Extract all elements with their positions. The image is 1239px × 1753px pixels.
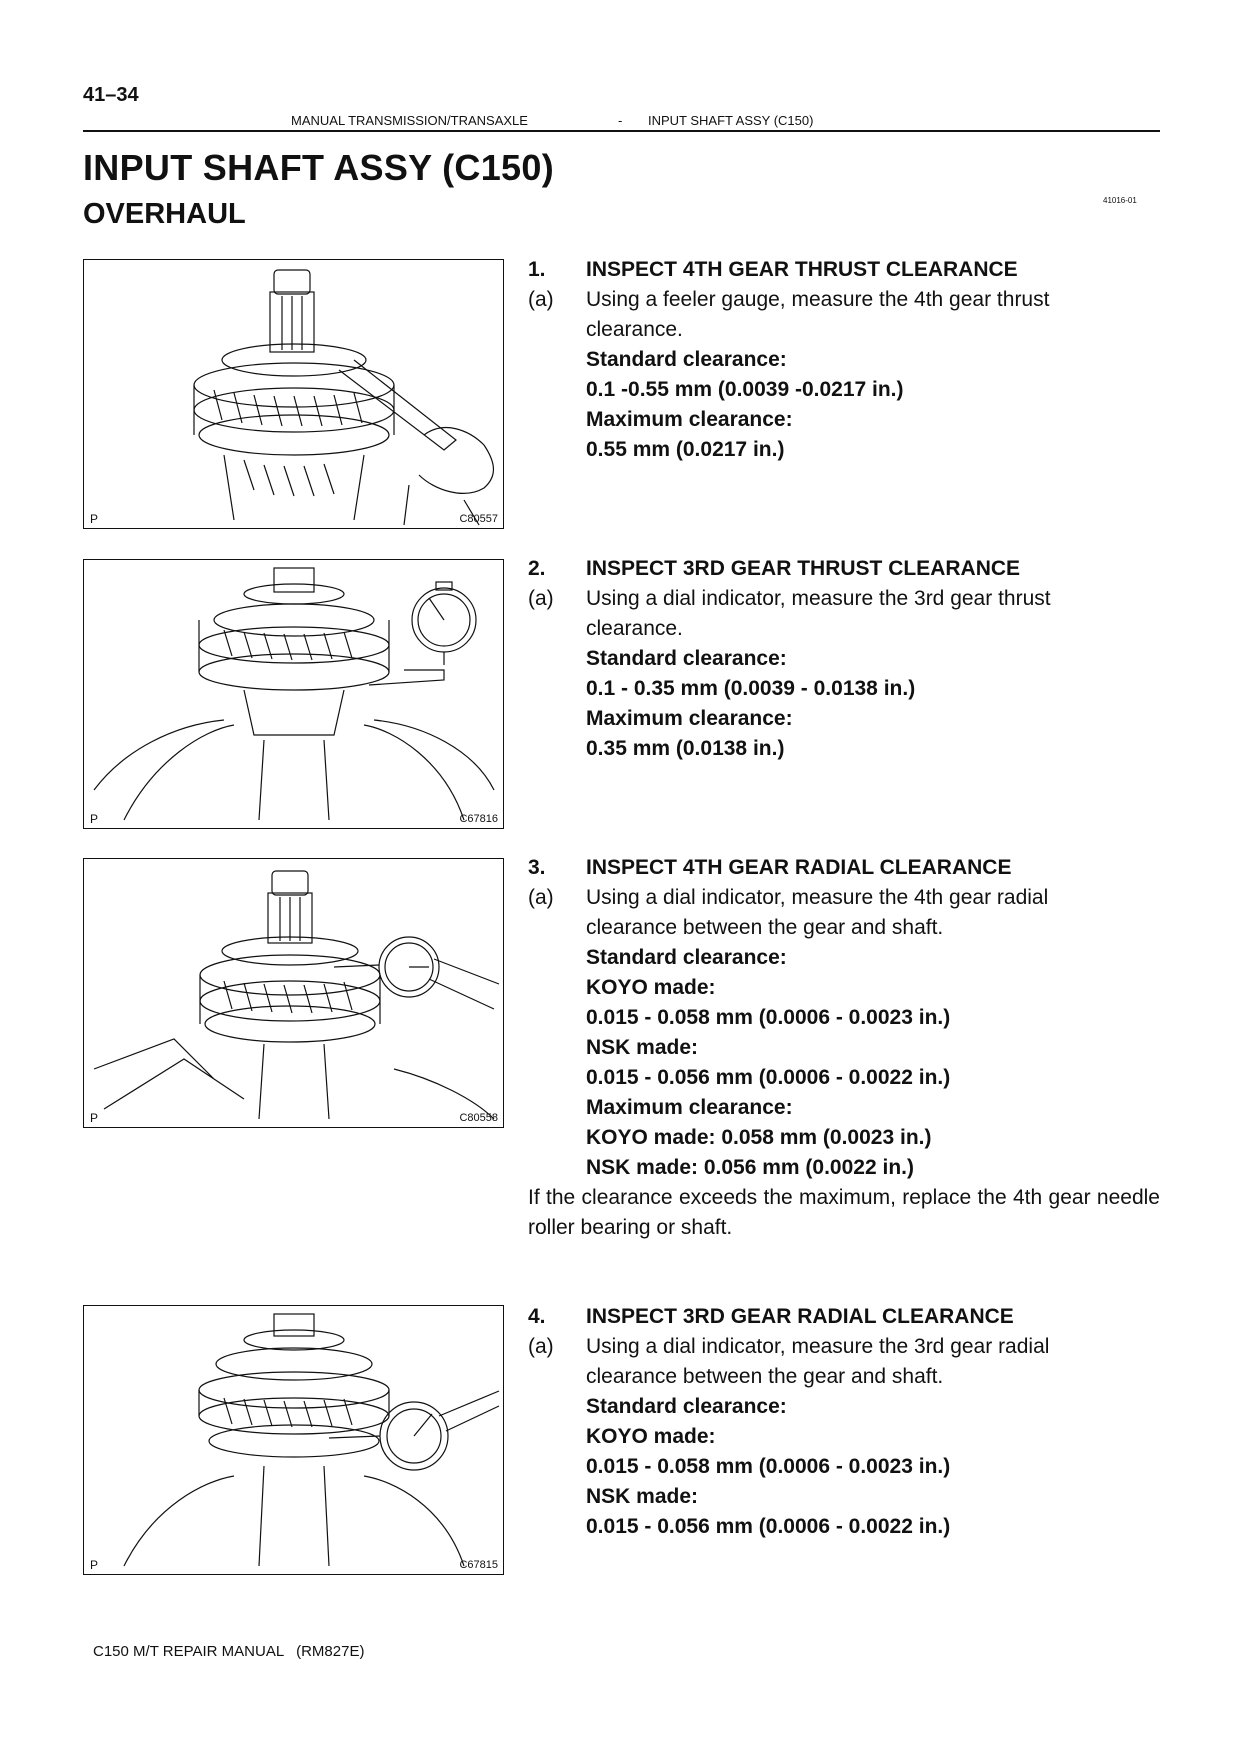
running-header-section: MANUAL TRANSMISSION/TRANSAXLE — [291, 113, 528, 128]
figure-corner-label: P — [90, 1111, 99, 1125]
spec-label: Standard clearance: — [586, 348, 787, 371]
instruction-text: clearance. — [586, 617, 683, 640]
page-subtitle: OVERHAUL — [83, 198, 246, 230]
step-number: 3. — [528, 856, 546, 879]
spec-value: 0.015 - 0.058 mm (0.0006 - 0.0023 in.) — [586, 1006, 951, 1029]
spec-label: Maximum clearance: — [586, 408, 793, 431]
spec-value: 0.015 - 0.056 mm (0.0006 - 0.0022 in.) — [586, 1066, 951, 1089]
document-code: 41016-01 — [1103, 196, 1137, 205]
spec-label: Maximum clearance: — [586, 1096, 793, 1119]
sub-step-letter: (a) — [528, 288, 554, 311]
page-title: INPUT SHAFT ASSY (C150) — [83, 147, 554, 188]
figure-id: C80558 — [459, 1112, 498, 1124]
instruction-text: clearance. — [586, 318, 683, 341]
figure-id: C67815 — [459, 1559, 498, 1571]
page-footer: C150 M/T REPAIR MANUAL (RM827E) — [93, 1643, 365, 1660]
figure-dial-indicator-radial-3rd — [83, 1305, 504, 1575]
step-number: 2. — [528, 557, 546, 580]
sub-step-letter: (a) — [528, 886, 554, 909]
spec-label: Standard clearance: — [586, 1395, 787, 1418]
spec-label: KOYO made: — [586, 976, 716, 999]
dial-indicator-radial-3rd-illustration — [84, 1306, 503, 1574]
step-2 — [528, 554, 1160, 764]
step-heading: INSPECT 3RD GEAR THRUST CLEARANCE — [586, 557, 1021, 580]
instruction-text: Using a dial indicator, measure the 3rd gear thrust — [586, 587, 1051, 610]
sub-step-letter: (a) — [528, 1335, 554, 1358]
step-number: 4. — [528, 1305, 546, 1328]
dial-indicator-thrust-illustration — [84, 560, 503, 828]
step-heading: INSPECT 3RD GEAR RADIAL CLEARANCE — [586, 1305, 1014, 1328]
figure-corner-label: P — [90, 812, 99, 826]
spec-label: Maximum clearance: — [586, 707, 793, 730]
spec-label: Standard clearance: — [586, 946, 787, 969]
spec-value: NSK made: 0.056 mm (0.0022 in.) — [586, 1156, 914, 1179]
spec-label: Standard clearance: — [586, 647, 787, 670]
spec-value: 0.35 mm (0.0138 in.) — [586, 737, 785, 760]
step-4 — [528, 1302, 1160, 1542]
dial-indicator-radial-4th-illustration — [84, 859, 503, 1127]
running-header-topic: INPUT SHAFT ASSY (C150) — [648, 113, 814, 128]
step-3 — [528, 853, 1160, 1183]
figure-id: C80557 — [459, 513, 498, 525]
figure-dial-indicator-thrust — [83, 559, 504, 829]
replacement-note: If the clearance exceeds the maximum, replace the 4th gear needle roller bearing or shaft. — [528, 1186, 1160, 1239]
spec-label: NSK made: — [586, 1485, 699, 1508]
running-header — [83, 109, 1160, 132]
figure-corner-label: P — [90, 1558, 99, 1572]
step-heading: INSPECT 4TH GEAR THRUST CLEARANCE — [586, 258, 1018, 281]
spec-value: 0.015 - 0.056 mm (0.0006 - 0.0022 in.) — [586, 1515, 951, 1538]
spec-value: 0.1 - 0.35 mm (0.0039 - 0.0138 in.) — [586, 677, 916, 700]
spec-label: KOYO made: — [586, 1425, 716, 1448]
figure-id: C67816 — [459, 813, 498, 825]
spec-value: 0.55 mm (0.0217 in.) — [586, 438, 785, 461]
instruction-text: Using a dial indicator, measure the 4th gear radial — [586, 886, 1049, 909]
step-1 — [528, 255, 1160, 465]
sub-step-letter: (a) — [528, 587, 554, 610]
step-number: 1. — [528, 258, 546, 281]
spec-label: NSK made: — [586, 1036, 699, 1059]
instruction-text: clearance between the gear and shaft. — [586, 916, 944, 939]
figure-corner-label: P — [90, 512, 99, 526]
figure-dial-indicator-radial-4th — [83, 858, 504, 1128]
page-number: 41–34 — [83, 84, 139, 106]
instruction-text: Using a feeler gauge, measure the 4th gear thrust — [586, 288, 1050, 311]
instruction-text: Using a dial indicator, measure the 3rd gear radial — [586, 1335, 1050, 1358]
instruction-text: clearance between the gear and shaft. — [586, 1365, 944, 1388]
spec-value: 0.015 - 0.058 mm (0.0006 - 0.0023 in.) — [586, 1455, 951, 1478]
step-heading: INSPECT 4TH GEAR RADIAL CLEARANCE — [586, 856, 1012, 879]
running-header-separator: - — [618, 113, 623, 128]
feeler-gauge-illustration — [84, 260, 503, 528]
figure-feeler-gauge — [83, 259, 504, 529]
spec-value: 0.1 -0.55 mm (0.0039 -0.0217 in.) — [586, 378, 904, 401]
spec-value: KOYO made: 0.058 mm (0.0023 in.) — [586, 1126, 932, 1149]
